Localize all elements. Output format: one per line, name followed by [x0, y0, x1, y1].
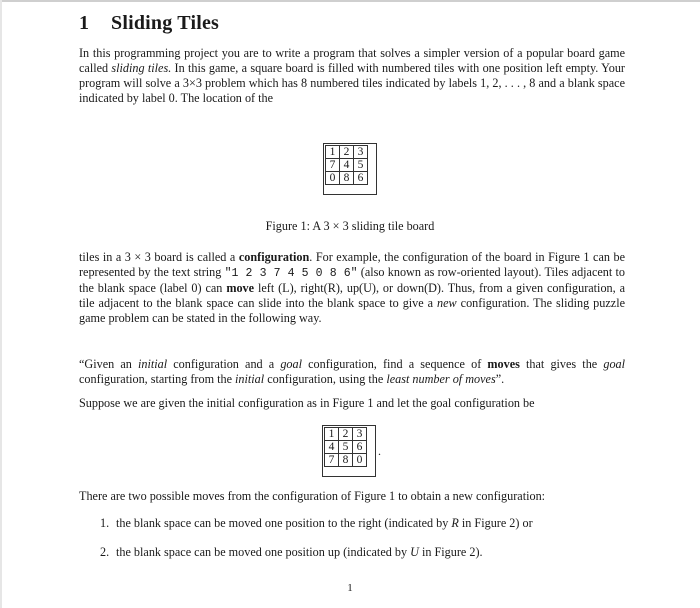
tile-cell: 3: [354, 146, 368, 159]
configuration-paragraph: [79, 250, 625, 326]
intro-paragraph: [79, 46, 625, 106]
list-italic: U: [410, 545, 419, 559]
tile-cell: 1: [325, 428, 339, 441]
tile-cell: 8: [339, 454, 353, 467]
config-italic-new: new: [437, 296, 457, 311]
list-text-end: in Figure 2).: [418, 545, 483, 559]
config-bold-configuration: configuration: [238, 250, 310, 264]
tile-cell: 4: [340, 159, 354, 172]
tile-cell: 6: [353, 441, 367, 454]
quote-paragraph: [79, 357, 625, 387]
quote-initial-2: initial: [235, 372, 265, 387]
tile-cell: 7: [326, 159, 340, 172]
page-number: 1: [347, 582, 353, 594]
tile-cell: 5: [354, 159, 368, 172]
config-text-d: left (L), right(R), up(U), or down(D). Thus, from a given configuration, a tile adjacent to the blank space can slide into the blank space to give a: [79, 281, 625, 311]
quote-d: that gives the: [519, 357, 604, 371]
quote-g: ”.: [495, 372, 505, 387]
list-item: [100, 516, 533, 531]
quote-initial-1: initial: [137, 357, 168, 371]
left-border: [0, 0, 2, 608]
tile-cell: 6: [354, 172, 368, 185]
config-text-c: (also known as row-oriented layout). Tiles adjacent to the blank space (label 0) can: [79, 265, 626, 296]
top-border: [0, 0, 700, 2]
section-title: Sliding Tiles: [111, 12, 220, 34]
list-label: 2.: [100, 545, 110, 559]
figure1-caption: Figure 1: A 3 × 3 sliding tile board: [265, 219, 435, 233]
board-row: [325, 441, 367, 454]
board-row: [325, 428, 367, 441]
list-text: the blank space can be moved one position up (indicated by: [116, 545, 411, 559]
suppose-paragraph: Suppose we are given the initial configuration as in Figure 1 and let the goal configuration be: [79, 396, 535, 410]
tile-cell: 0: [353, 454, 367, 467]
tile-cell: 5: [339, 441, 353, 454]
board-row: [326, 172, 368, 185]
config-text-e: configuration. The sliding puzzle game problem can be stated in the following way.: [79, 296, 625, 326]
intro-italic: sliding tiles.: [111, 61, 172, 76]
config-text-b: . For example, the configuration of the board in Figure 1 can be represented by the text string: [79, 250, 625, 280]
board-row: [326, 146, 368, 159]
quote-goal-1: goal: [280, 357, 302, 371]
section-heading: [79, 12, 219, 35]
quote-c: configuration, find a sequence of: [302, 357, 488, 371]
goal-period: .: [378, 444, 381, 458]
tile-cell: 2: [340, 146, 354, 159]
quote-f: configuration, using the: [264, 372, 387, 387]
tile-cell: 2: [339, 428, 353, 441]
board-row: [325, 454, 367, 467]
list-item: [100, 545, 483, 560]
tile-cell: 4: [325, 441, 339, 454]
config-text-a: tiles in a 3 × 3 board is called a: [79, 250, 239, 264]
list-text: the blank space can be moved one position to the right (indicated by: [116, 516, 452, 530]
list-label: 1.: [100, 516, 110, 530]
quote-b: configuration and a: [167, 357, 281, 371]
quote-bold-moves: moves: [487, 357, 520, 371]
tile-cell: 8: [340, 172, 354, 185]
list-text-end: in Figure 2) or: [458, 516, 533, 530]
list-italic: R: [451, 516, 459, 530]
section-number: 1: [79, 12, 90, 34]
quote-least-moves: least number of moves: [386, 372, 496, 387]
quote-goal-2: goal: [603, 357, 626, 371]
quote-a: “Given an: [79, 357, 138, 371]
config-code-string: "1 2 3 7 4 5 0 8 6": [224, 267, 358, 281]
tile-cell: 0: [326, 172, 340, 185]
config-bold-move: move: [226, 281, 255, 296]
figure1-board: [325, 145, 368, 185]
intro-text-1: In this programming project you are to write a program that solves a simpler version of a popular board game called: [79, 46, 625, 76]
tile-cell: 7: [325, 454, 339, 467]
intro-text-2: In this game, a square board is filled with numbered tiles with one position left empty. Your program will solve a 3×3 problem which has 8 numbered tiles indicated by labels 1, 2, . . . , 8 and a blank space indicated by label 0. The location of the: [79, 61, 625, 106]
tile-cell: 1: [326, 146, 340, 159]
moves-intro: There are two possible moves from the configuration of Figure 1 to obtain a new configuration:: [79, 489, 546, 503]
goal-board: [324, 427, 367, 467]
quote-e: configuration, starting from the: [79, 372, 236, 387]
board-row: [326, 159, 368, 172]
tile-cell: 3: [353, 428, 367, 441]
